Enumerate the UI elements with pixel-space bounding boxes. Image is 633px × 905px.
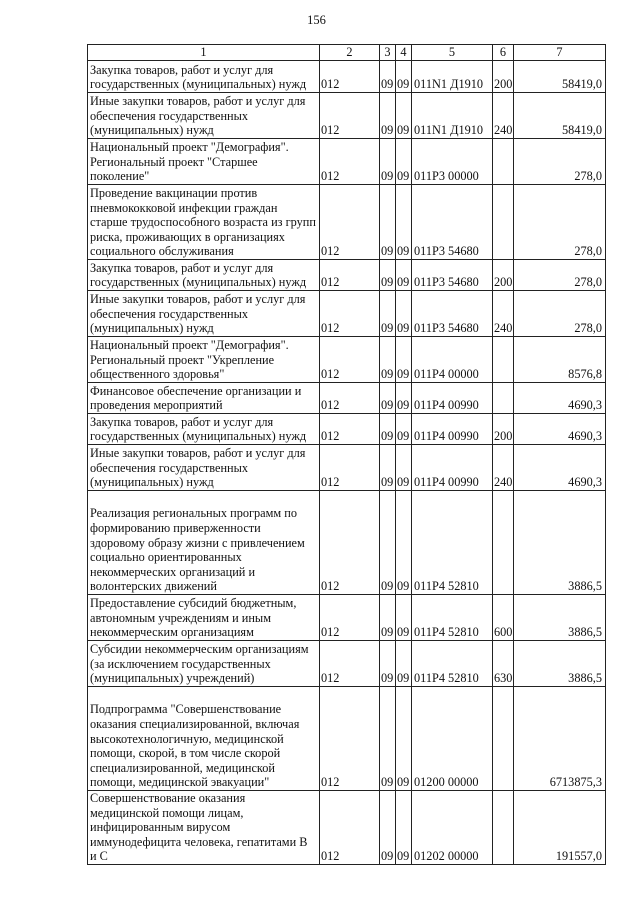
row-expense-type-cell: 600 <box>493 595 514 641</box>
row-target-article-cell: 011Р4 00990 <box>412 383 493 414</box>
row-expense-type-cell <box>493 383 514 414</box>
header-cell-5: 5 <box>412 45 493 61</box>
row-subsection-cell: 09 <box>396 791 412 865</box>
row-name-cell: Закупка товаров, работ и услуг для государственных (муниципальных) нужд <box>88 61 320 93</box>
row-code-cell: 012 <box>320 61 380 93</box>
row-amount-cell: 278,0 <box>514 260 606 291</box>
row-section-cell: 09 <box>380 291 396 337</box>
header-cell-4: 4 <box>396 45 412 61</box>
row-code-cell: 012 <box>320 185 380 260</box>
row-name-cell: Иные закупки товаров, работ и услуг для обеспечения государственных (муниципальных) нужд <box>88 291 320 337</box>
row-code-cell: 012 <box>320 791 380 865</box>
row-subsection-cell: 09 <box>396 185 412 260</box>
row-target-article-cell: 011N1 Д1910 <box>412 61 493 93</box>
row-name-cell: Национальный проект "Демография". Региональный проект "Укрепление общественного здоровья" <box>88 337 320 383</box>
row-amount-cell: 3886,5 <box>514 595 606 641</box>
row-name-cell: Закупка товаров, работ и услуг для государственных (муниципальных) нужд <box>88 260 320 291</box>
row-amount-cell: 58419,0 <box>514 61 606 93</box>
row-name-cell: Закупка товаров, работ и услуг для государственных (муниципальных) нужд <box>88 414 320 445</box>
row-expense-type-cell: 200 <box>493 414 514 445</box>
row-code-cell: 012 <box>320 595 380 641</box>
row-name-cell: Иные закупки товаров, работ и услуг для обеспечения государственных (муниципальных) нужд <box>88 445 320 491</box>
row-subsection-cell: 09 <box>396 414 412 445</box>
row-section-cell: 09 <box>380 185 396 260</box>
row-section-cell: 09 <box>380 414 396 445</box>
table-row <box>88 337 606 383</box>
row-section-cell: 09 <box>380 641 396 687</box>
row-expense-type-cell <box>493 687 514 791</box>
row-name-cell: Совершенствование оказания медицинской помощи лицам, инфицированным вирусом иммунодефицита человека, гепатитами В и С <box>88 791 320 865</box>
row-subsection-cell: 09 <box>396 383 412 414</box>
row-target-article-cell: 011Р3 54680 <box>412 291 493 337</box>
row-target-article-cell: 011Р3 00000 <box>412 139 493 185</box>
row-section-cell: 09 <box>380 445 396 491</box>
row-code-cell: 012 <box>320 445 380 491</box>
row-subsection-cell: 09 <box>396 139 412 185</box>
table-row <box>88 260 606 291</box>
row-amount-cell: 4690,3 <box>514 445 606 491</box>
row-expense-type-cell <box>493 139 514 185</box>
row-expense-type-cell: 200 <box>493 61 514 93</box>
row-code-cell: 012 <box>320 687 380 791</box>
row-subsection-cell: 09 <box>396 491 412 595</box>
row-expense-type-cell: 240 <box>493 291 514 337</box>
row-name-cell: Финансовое обеспечение организации и проведения мероприятий <box>88 383 320 414</box>
row-amount-cell: 3886,5 <box>514 641 606 687</box>
row-name-cell: Проведение вакцинации против пневмококковой инфекции граждан старше трудоспособного возраста из групп риска, проживающих в организациях социального обслуживания <box>88 185 320 260</box>
row-subsection-cell: 09 <box>396 291 412 337</box>
table-row <box>88 93 606 139</box>
row-amount-cell: 4690,3 <box>514 414 606 445</box>
row-amount-cell: 6713875,3 <box>514 687 606 791</box>
row-code-cell: 012 <box>320 383 380 414</box>
table-row <box>88 291 606 337</box>
row-amount-cell: 278,0 <box>514 185 606 260</box>
row-amount-cell: 58419,0 <box>514 93 606 139</box>
row-subsection-cell: 09 <box>396 93 412 139</box>
row-name-cell: Иные закупки товаров, работ и услуг для обеспечения государственных (муниципальных) нужд <box>88 93 320 139</box>
row-section-cell: 09 <box>380 139 396 185</box>
row-target-article-cell: 011Р4 52810 <box>412 641 493 687</box>
row-expense-type-cell <box>493 791 514 865</box>
row-amount-cell: 8576,8 <box>514 337 606 383</box>
row-code-cell: 012 <box>320 291 380 337</box>
header-cell-3: 3 <box>380 45 396 61</box>
row-section-cell: 09 <box>380 260 396 291</box>
row-subsection-cell: 09 <box>396 595 412 641</box>
row-code-cell: 012 <box>320 337 380 383</box>
table-header-row <box>88 45 606 61</box>
row-expense-type-cell: 240 <box>493 445 514 491</box>
row-expense-type-cell <box>493 491 514 595</box>
row-amount-cell: 278,0 <box>514 291 606 337</box>
row-target-article-cell: 011Р3 54680 <box>412 260 493 291</box>
row-amount-cell: 191557,0 <box>514 791 606 865</box>
row-name-cell: Национальный проект "Демография". Региональный проект "Старшее поколение" <box>88 139 320 185</box>
row-subsection-cell: 09 <box>396 61 412 93</box>
row-subsection-cell: 09 <box>396 445 412 491</box>
row-section-cell: 09 <box>380 791 396 865</box>
row-name-cell: Подпрограмма "Совершенствование оказания специализированной, включая высокотехнологичную, медицинской помощи, скорой, в том числе скорой специализированной, медицинской помощи, медицинской эвакуации" <box>88 687 320 791</box>
row-target-article-cell: 011Р4 00990 <box>412 445 493 491</box>
table-row <box>88 687 606 791</box>
row-code-cell: 012 <box>320 491 380 595</box>
table-row <box>88 791 606 865</box>
table-row <box>88 185 606 260</box>
row-target-article-cell: 011Р3 54680 <box>412 185 493 260</box>
header-cell-1: 1 <box>88 45 320 61</box>
row-target-article-cell: 011Р4 00990 <box>412 414 493 445</box>
table-row <box>88 383 606 414</box>
row-expense-type-cell: 200 <box>493 260 514 291</box>
row-subsection-cell: 09 <box>396 337 412 383</box>
row-section-cell: 09 <box>380 61 396 93</box>
row-expense-type-cell: 630 <box>493 641 514 687</box>
table-row <box>88 61 606 93</box>
row-subsection-cell: 09 <box>396 260 412 291</box>
row-section-cell: 09 <box>380 595 396 641</box>
row-amount-cell: 278,0 <box>514 139 606 185</box>
row-section-cell: 09 <box>380 93 396 139</box>
row-section-cell: 09 <box>380 687 396 791</box>
table-row <box>88 414 606 445</box>
row-name-cell: Предоставление субсидий бюджетным, автономным учреждениям и иным некоммерческим организациям <box>88 595 320 641</box>
row-code-cell: 012 <box>320 260 380 291</box>
row-target-article-cell: 011N1 Д1910 <box>412 93 493 139</box>
row-section-cell: 09 <box>380 337 396 383</box>
row-target-article-cell: 01200 00000 <box>412 687 493 791</box>
page-number: 156 <box>307 13 326 27</box>
row-name-cell: Субсидии некоммерческим организациям (за исключением государственных (муниципальных) учреждений) <box>88 641 320 687</box>
table-row <box>88 491 606 595</box>
row-section-cell: 09 <box>380 383 396 414</box>
row-target-article-cell: 01202 00000 <box>412 791 493 865</box>
budget-table <box>87 44 606 865</box>
row-amount-cell: 4690,3 <box>514 383 606 414</box>
table-row <box>88 139 606 185</box>
row-name-cell: Реализация региональных программ по формированию приверженности здоровому образу жизни с привлечением социально ориентированных некоммерческих организаций и волонтерских движений <box>88 491 320 595</box>
row-expense-type-cell <box>493 337 514 383</box>
table-row <box>88 595 606 641</box>
header-cell-6: 6 <box>493 45 514 61</box>
header-cell-7: 7 <box>514 45 606 61</box>
row-code-cell: 012 <box>320 414 380 445</box>
row-target-article-cell: 011Р4 00000 <box>412 337 493 383</box>
row-section-cell: 09 <box>380 491 396 595</box>
row-subsection-cell: 09 <box>396 641 412 687</box>
row-subsection-cell: 09 <box>396 687 412 791</box>
table-row <box>88 641 606 687</box>
row-target-article-cell: 011Р4 52810 <box>412 491 493 595</box>
table-row <box>88 445 606 491</box>
row-target-article-cell: 011Р4 52810 <box>412 595 493 641</box>
row-expense-type-cell: 240 <box>493 93 514 139</box>
row-amount-cell: 3886,5 <box>514 491 606 595</box>
header-cell-2: 2 <box>320 45 380 61</box>
row-code-cell: 012 <box>320 93 380 139</box>
row-code-cell: 012 <box>320 139 380 185</box>
row-expense-type-cell <box>493 185 514 260</box>
row-code-cell: 012 <box>320 641 380 687</box>
